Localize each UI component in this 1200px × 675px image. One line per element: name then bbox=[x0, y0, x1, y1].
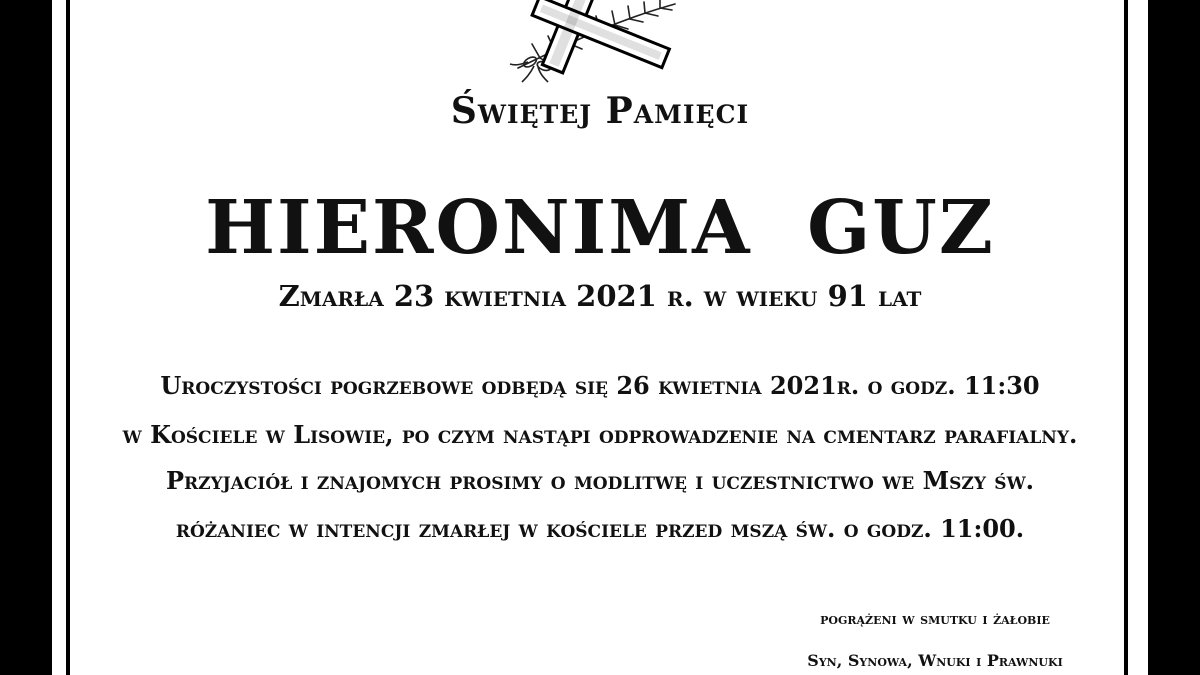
funeral-info-line: w Kościele w Lisowie, po czym nastąpi odprowadzenie na cmentarz parafialny. bbox=[122, 420, 1078, 449]
funeral-info-line: różaniec w intencji zmarłej w kościele przed mszą św. o godz. 11:00. bbox=[175, 514, 1025, 543]
heading-swietej-pamieci: Świętej Pamięci bbox=[450, 90, 750, 132]
funeral-info-line: Uroczystości pogrzebowe odbędą się 26 kwietnia 2021r. o godz. 11:30 bbox=[160, 371, 1040, 400]
cross-with-palm-branch-icon bbox=[500, 0, 700, 84]
mourners-intro: pogrążeni w smutku i żałobie bbox=[820, 609, 1050, 628]
death-date-line: Zmarła 23 kwietnia 2021 r. w wieku 91 lat bbox=[278, 279, 922, 313]
mourners-family: Syn, Synowa, Wnuki i Prawnuki bbox=[807, 651, 1063, 670]
funeral-info-line: Przyjaciół i znajomych prosimy o modlitwę i uczestnictwo we Mszy św. bbox=[165, 466, 1035, 495]
deceased-name: HIERONIMA GUZ bbox=[205, 185, 995, 271]
